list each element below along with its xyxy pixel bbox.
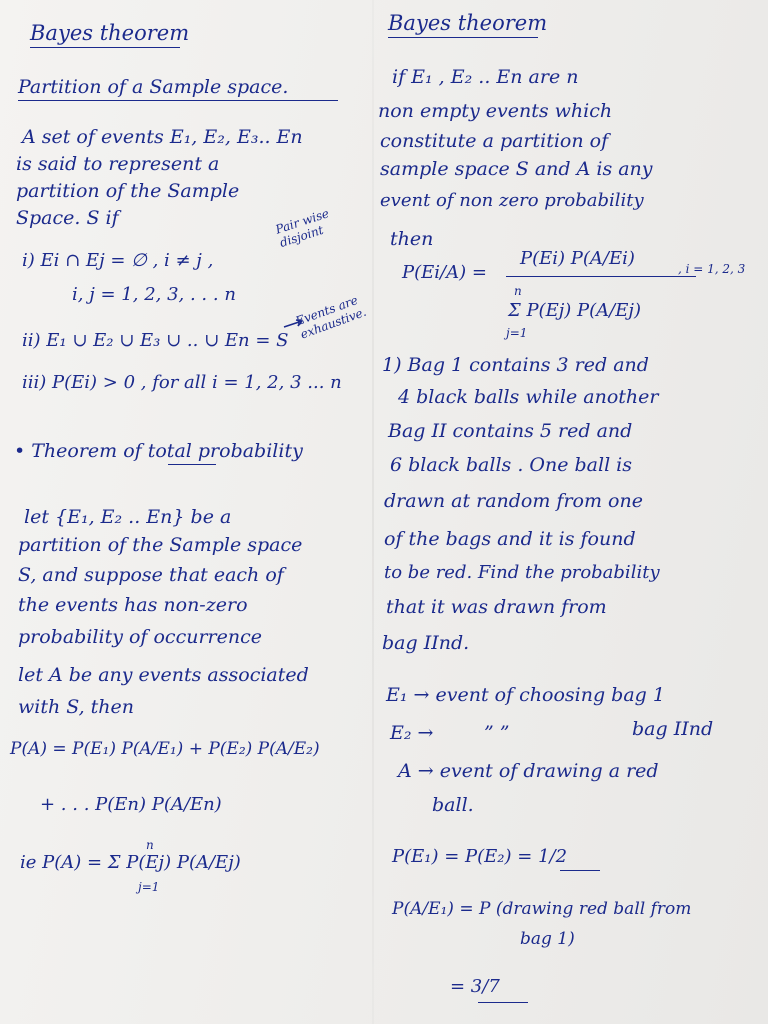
problem-line-5: drawn at random from one: [384, 490, 643, 512]
prior-underline: [560, 870, 600, 871]
definition-line-1: A set of events E₁, E₂, E₃.. En: [22, 126, 303, 148]
left-title-underline: [30, 47, 180, 48]
definition-line-3: partition of the Sample: [16, 180, 240, 202]
equal-prior-probabilities: P(E₁) = P(E₂) = 1/2: [392, 846, 568, 867]
conditional-probability-result: = 3/7: [450, 976, 500, 997]
problem-line-9: bag IInd.: [382, 632, 470, 654]
total-line-1: let {E₁, E₂ .. En} be a: [24, 506, 232, 528]
partition-heading: Partition of a Sample space.: [18, 76, 289, 98]
exhaustive-note: Events are exhaustive.: [293, 292, 369, 342]
total-line-5: probability of occurrence: [18, 626, 262, 648]
total-line-7: with S, then: [18, 696, 135, 718]
problem-line-1: 1) Bag 1 contains 3 red and: [382, 354, 649, 376]
sum-lower-limit: j=1: [138, 880, 160, 894]
bayes-numerator: P(Ei) P(A/Ei): [520, 248, 635, 269]
bayes-sum-upper-limit: n: [514, 284, 522, 298]
event-e2-symbol: E₂ →: [390, 722, 434, 744]
left-title: Bayes theorem: [30, 21, 190, 45]
total-line-2: partition of the Sample space: [18, 534, 303, 556]
problem-line-2: 4 black balls while another: [398, 386, 659, 408]
condition-2: ii) E₁ ∪ E₂ ∪ E₃ ∪ .. ∪ En = S: [22, 330, 289, 351]
problem-line-3: Bag II contains 5 red and: [388, 420, 633, 442]
total-line-4: the events has non-zero: [18, 594, 248, 616]
event-a-definition-2: ball.: [432, 794, 474, 816]
page-crease: [372, 0, 374, 1024]
total-probability-underline: [168, 464, 216, 465]
event-e1-definition: E₁ → event of choosing bag 1: [386, 684, 665, 706]
bayes-index-range: , i = 1, 2, 3: [678, 262, 746, 276]
condition-1-indices: i, j = 1, 2, 3, . . . n: [72, 284, 236, 305]
definition-line-2: is said to represent a: [16, 153, 220, 175]
bayes-sum-lower-limit: j=1: [506, 326, 528, 340]
bayes-fraction-bar: [506, 276, 696, 277]
total-line-3: S, and suppose that each of: [18, 564, 284, 586]
problem-line-6: of the bags and it is found: [384, 528, 636, 550]
conditional-probability-line: P(A/E₁) = P (drawing red ball from: [392, 899, 692, 919]
bayes-denominator: Σ P(Ej) P(A/Ej): [508, 300, 641, 321]
result-underline: [478, 1002, 528, 1003]
intro-line-2: non empty events which: [378, 100, 613, 122]
pairwise-note: Pair wise disjoint: [273, 206, 331, 250]
event-a-definition: A → event of drawing a red: [398, 760, 659, 782]
right-title-underline: [388, 37, 538, 38]
event-e2-bag: bag IInd: [632, 718, 714, 740]
definition-line-4: Space. S if: [16, 207, 119, 229]
condition-1: i) Ei ∩ Ej = ∅ , i ≠ j ,: [22, 250, 214, 271]
intro-line-1: if E₁ , E₂ .. En are n: [392, 66, 579, 88]
problem-line-4: 6 black balls . One ball is: [390, 454, 633, 476]
intro-line-4: sample space S and A is any: [380, 158, 653, 180]
event-e2-ditto: ” ”: [484, 722, 510, 744]
total-formula-1: P(A) = P(E₁) P(A/E₁) + P(E₂) P(A/E₂): [10, 739, 320, 759]
total-probability-heading: • Theorem of total probability: [14, 440, 303, 462]
total-line-6: let A be any events associated: [18, 664, 309, 686]
condition-3: iii) P(Ei) > 0 , for all i = 1, 2, 3 ... n: [22, 372, 342, 393]
total-formula-3: ie P(A) = Σ P(Ej) P(A/Ej): [20, 852, 241, 873]
conditional-probability-line-2: bag 1): [520, 929, 575, 949]
exhaustive-arrow-icon: [282, 318, 306, 330]
intro-line-3: constitute a partition of: [380, 130, 609, 152]
problem-line-7: to be red. Find the probability: [384, 562, 660, 583]
problem-line-8: that it was drawn from: [386, 596, 607, 618]
total-formula-2: + . . . P(En) P(A/En): [40, 794, 222, 815]
bayes-lhs: P(Ei/A) =: [402, 262, 487, 283]
intro-line-6: then: [390, 228, 434, 250]
partition-heading-underline: [18, 100, 338, 101]
sum-upper-limit: n: [146, 838, 154, 852]
right-title: Bayes theorem: [388, 11, 548, 35]
intro-line-5: event of non zero probability: [380, 190, 644, 211]
